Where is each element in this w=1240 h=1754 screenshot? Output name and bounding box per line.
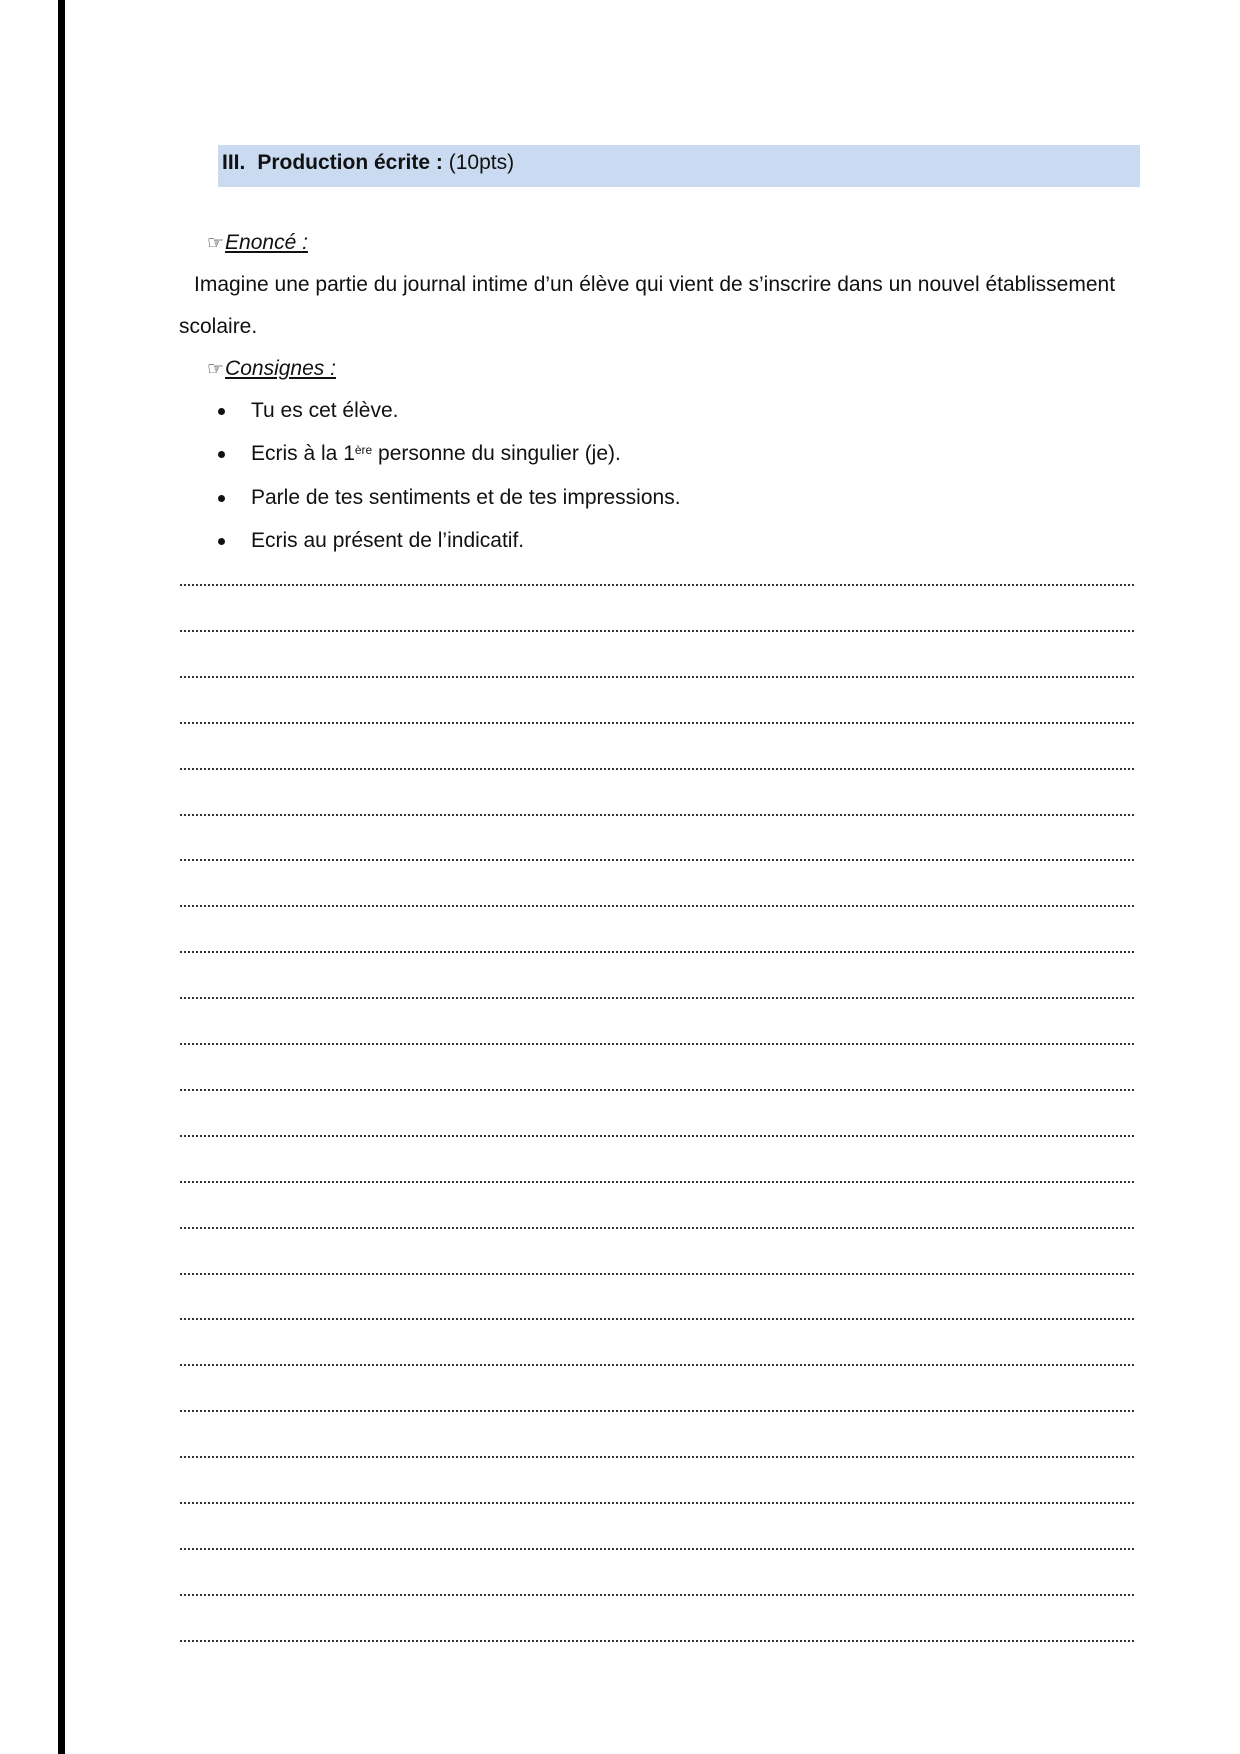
writing-line[interactable] [180, 814, 1134, 816]
enonce-label-row [207, 230, 308, 257]
enonce-text-line1: Imagine une partie du journal intime d’un élève qui vient de s’inscrire dans un nouvel établissement [194, 273, 1116, 296]
bullet-icon [218, 408, 225, 415]
consignes-label: Consignes : [225, 357, 336, 380]
section-title: Production écrite : [257, 151, 443, 174]
writing-line[interactable] [180, 951, 1134, 953]
pointing-hand-icon: ☞ [207, 359, 225, 380]
pointing-hand-icon: ☞ [207, 233, 225, 254]
writing-line[interactable] [180, 1318, 1134, 1320]
enonce-label: Enoncé : [225, 231, 308, 254]
writing-line[interactable] [180, 722, 1134, 724]
consignes-label-row [207, 356, 336, 383]
writing-line[interactable] [180, 1410, 1134, 1412]
writing-line[interactable] [180, 1273, 1134, 1275]
writing-line[interactable] [180, 1548, 1134, 1550]
writing-line[interactable] [180, 1227, 1134, 1229]
writing-line[interactable] [180, 1594, 1134, 1596]
section-header [218, 145, 1140, 187]
section-points: (10pts) [448, 151, 515, 174]
writing-line[interactable] [180, 768, 1134, 770]
writing-line[interactable] [180, 1364, 1134, 1366]
bullet-icon [218, 495, 225, 502]
writing-line[interactable] [180, 905, 1134, 907]
section-number: III. [222, 151, 246, 174]
writing-line[interactable] [180, 1502, 1134, 1504]
writing-line[interactable] [180, 997, 1134, 999]
writing-line[interactable] [180, 1181, 1134, 1183]
writing-line[interactable] [180, 1043, 1134, 1045]
writing-line[interactable] [180, 1135, 1134, 1137]
writing-line[interactable] [180, 1640, 1134, 1642]
writing-line[interactable] [180, 1456, 1134, 1458]
left-margin-bar [58, 0, 65, 1754]
bullet-icon [218, 538, 225, 545]
writing-line[interactable] [180, 1089, 1134, 1091]
writing-line[interactable] [180, 630, 1134, 632]
writing-line[interactable] [180, 859, 1134, 861]
writing-line[interactable] [180, 584, 1134, 586]
enonce-text-line2: scolaire. [179, 315, 258, 338]
bullet-icon [218, 451, 225, 458]
writing-line[interactable] [180, 676, 1134, 678]
